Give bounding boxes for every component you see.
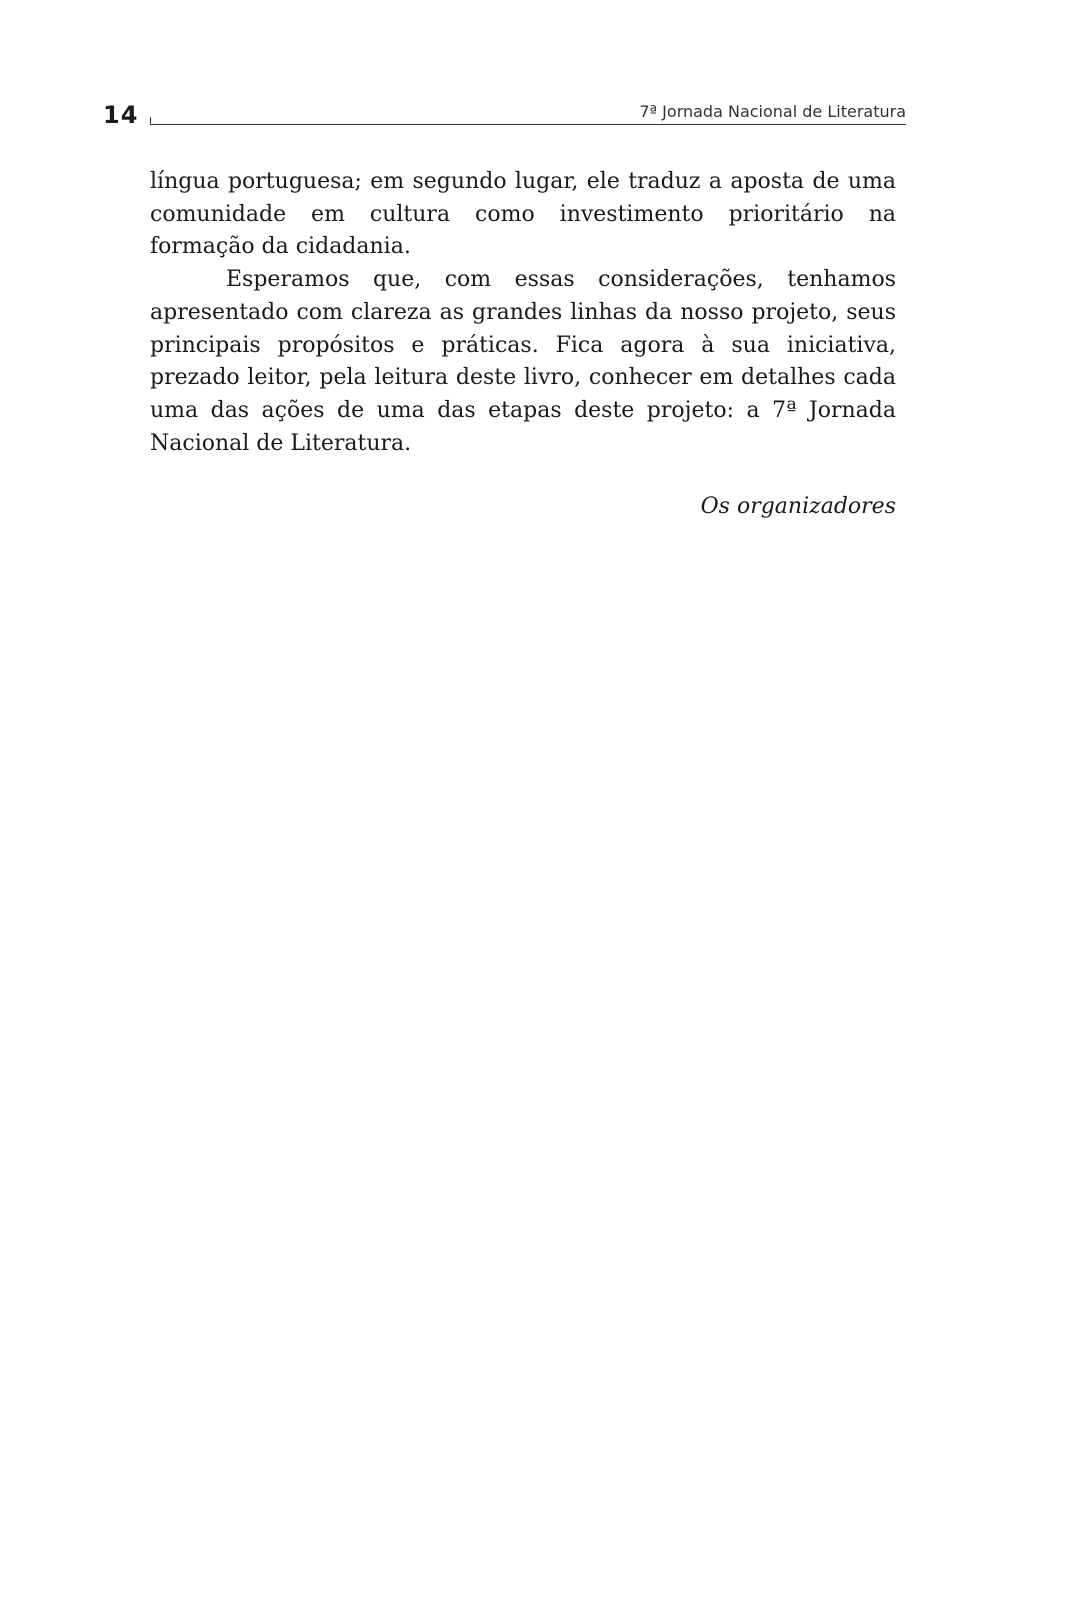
paragraph: Esperamos que, com essas considerações, tenhamos apresentado com clareza as grandes linhas da nosso projeto, seus principais propósitos e práticas. Fica agora à sua iniciativa, prezado leitor, pela leitura deste livro, conhecer em detalhes cada uma das ações de uma das etapas deste projeto: a 7ª Jornada Nacional de Literatura.: [150, 267, 896, 456]
header-rule: [150, 124, 906, 125]
page-number: 14: [103, 101, 139, 129]
signature: Os organizadores: [700, 494, 896, 519]
paragraph: língua portuguesa; em segundo lugar, ele traduz a aposta de uma comunidade em cultura como investimento prioritário na formação da cidadania.: [150, 169, 896, 260]
running-title: 7ª Jornada Nacional de Literatura: [639, 102, 906, 121]
body-text: [150, 166, 896, 460]
